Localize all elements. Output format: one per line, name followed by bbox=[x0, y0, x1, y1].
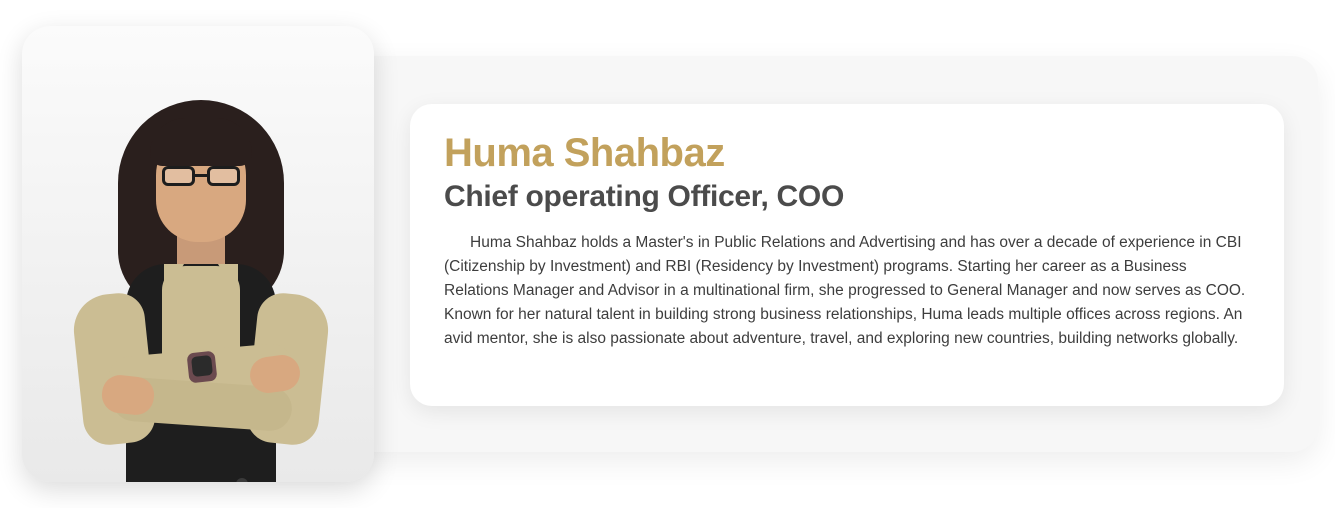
portrait-photo bbox=[22, 26, 374, 482]
person-role: Chief operating Officer, COO bbox=[444, 180, 844, 213]
profile-content-card bbox=[410, 104, 1284, 406]
glasses-icon bbox=[162, 166, 240, 186]
person-name: Huma Shahbaz bbox=[444, 131, 725, 175]
person-bio: Huma Shahbaz holds a Master's in Public Relations and Advertising and has over a decade of experience in CBI (Citizenship by Investment) and RBI (Residency by Investment) programs. Starting her career as a Business Relations Manager and Advisor in a multinational firm, she progressed to General Manager and now serves as COO. Known for her natural talent in building strong business relationships, Huma leads multiple offices across regions. An avid mentor, she is also passionate about adventure, travel, and exploring new countries, building networks globally. bbox=[444, 234, 1246, 348]
person-illustration bbox=[22, 26, 374, 482]
